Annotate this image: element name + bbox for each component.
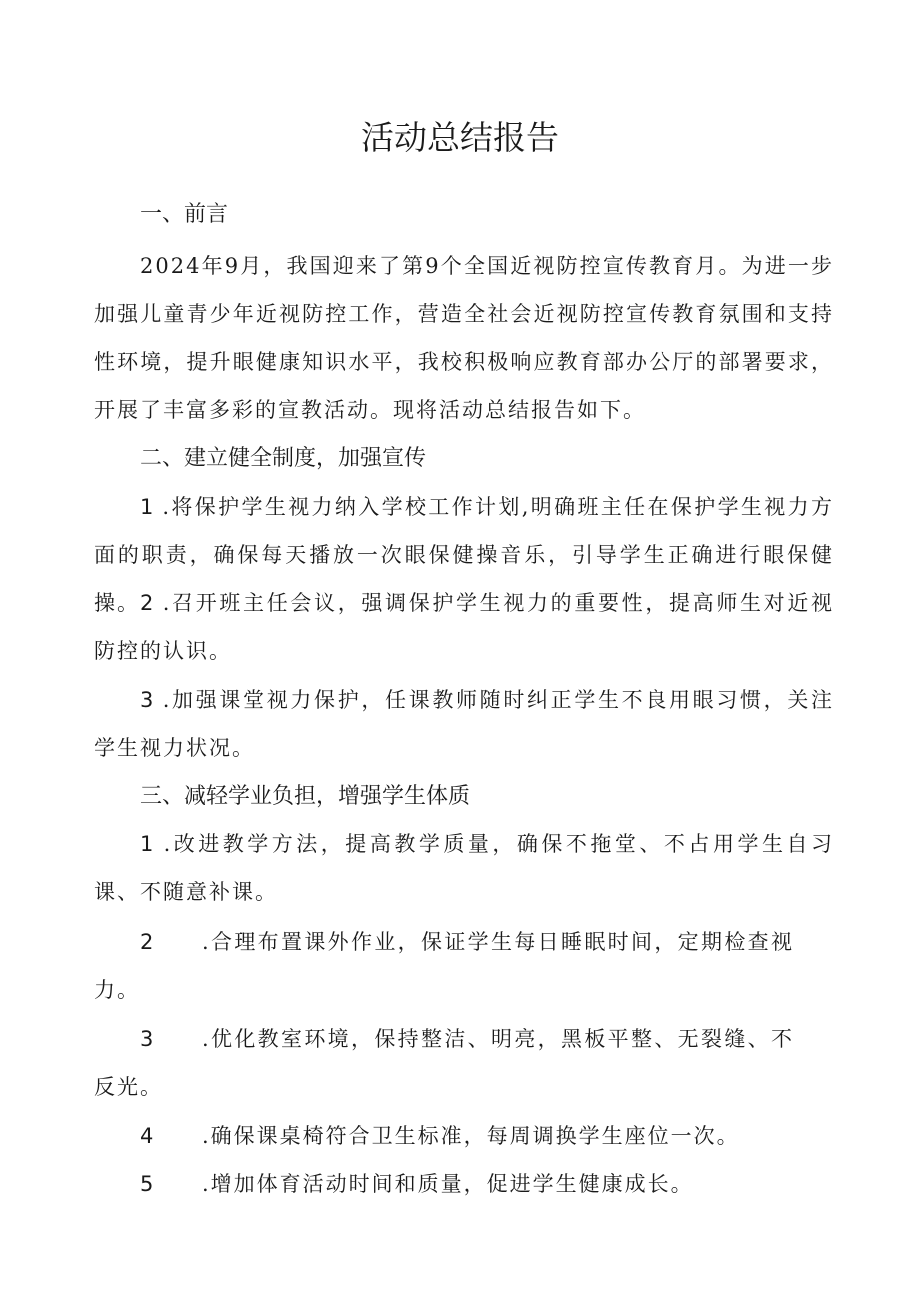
document-title: 活动总结报告 [361, 118, 559, 158]
section-2-heading: 二、建立健全制度，加强宣传 [140, 446, 427, 471]
section-2-item-3 [94, 676, 834, 772]
item-number: 5 [140, 1172, 154, 1196]
section-2-item-2 [94, 579, 834, 675]
section-3-item-4 [94, 1112, 834, 1160]
item-number: 2 [140, 591, 154, 615]
preface-paragraph: 2024年9月，我国迎来了第9个全国近视防控宣传教育月。为进一步加强儿童青少年近视防控工作，营造全社会近视防控宣传教育氛围和支持性环境，提升眼健康知识水平，我校积极响应教育部办公厅的部署要求，开展了丰富多彩的宣教活动。现将活动总结报告如下。 [94, 254, 834, 422]
item-text: .加强课堂视力保护，任课教师随时纠正学生不良用眼习惯，关注学生视力状况。 [94, 688, 834, 760]
item-number: 1 [140, 495, 154, 519]
item-number: 1 [140, 832, 154, 856]
item-text: .将保护学生视力纳入学校工作计划,明确班主任在保护学生视力方面的职责，确保每天播放一次眼保健操音乐，引导学生正确进行眼保健操。 [94, 495, 834, 615]
section-3-item-2 [94, 918, 794, 1014]
item-number: 4 [140, 1124, 154, 1148]
item-text: .召开班主任会议，强调保护学生视力的重要性，提高师生对近视防控的认识。 [94, 591, 834, 663]
section-1-heading: 一、前言 [140, 202, 229, 227]
section-3-heading: 三、减轻学业负担，增强学生体质 [140, 784, 471, 809]
item-text: .优化教室环境，保持整洁、明亮，黑板平整、无裂缝、不反光。 [94, 1027, 794, 1099]
item-text: .合理布置课外作业，保证学生每日睡眠时间，定期检查视力。 [94, 930, 794, 1002]
item-text: .改进教学方法，提高教学质量，确保不拖堂、不占用学生自习课、不随意补课。 [94, 832, 834, 904]
item-text: .增加体育活动时间和质量，促进学生健康成长。 [202, 1172, 694, 1196]
item-text: .确保课桌椅符合卫生标准，每周调换学生座位一次。 [202, 1124, 740, 1148]
item-number: 3 [140, 688, 154, 712]
item-number: 3 [140, 1027, 154, 1051]
section-3-item-3 [94, 1015, 794, 1111]
section-3-item-1 [94, 820, 834, 916]
section-3-item-5 [94, 1160, 834, 1208]
item-number: 2 [140, 930, 154, 954]
